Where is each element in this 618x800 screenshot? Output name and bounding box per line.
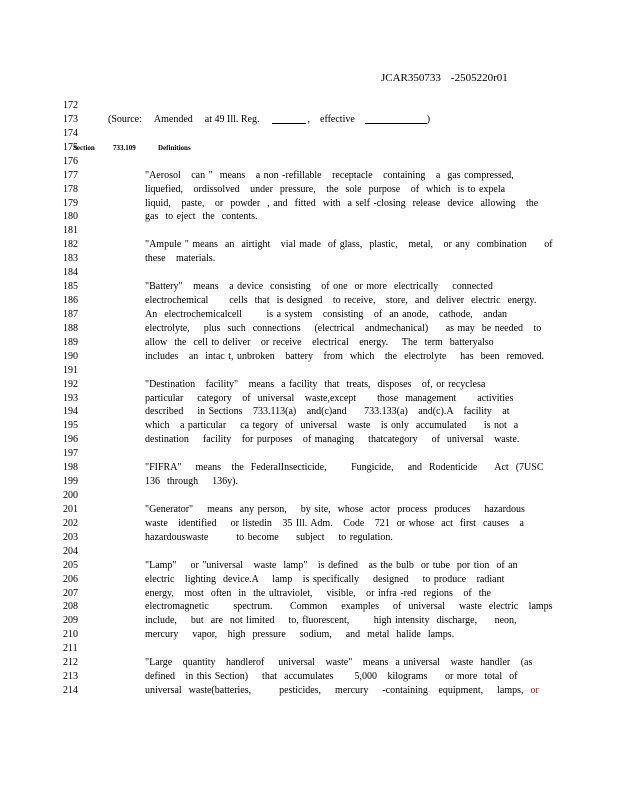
source-comma: ,	[307, 113, 310, 125]
line-number: 208	[63, 601, 78, 613]
line-number: 175	[63, 141, 78, 153]
line-text: defined in this Section) that accumulates 5,000 kilograms or more total of	[145, 671, 518, 683]
source-close: )	[426, 113, 431, 125]
line-text: include, but are not limited to, fluorescent, high intensity discharge, neon,	[145, 615, 517, 627]
line-number: 194	[63, 406, 78, 418]
line-text: electrochemical cells that is designed to receive, store, and deliver electric energy.	[145, 295, 537, 307]
line-number: 181	[63, 225, 78, 237]
line-number: 182	[63, 239, 78, 251]
line-number: 185	[63, 281, 78, 293]
line-text: "Large quantity handlerof universal waste" means a universal waste handler (as	[145, 657, 533, 669]
document-line	[0, 684, 618, 698]
document-line	[0, 364, 618, 378]
line-number: 192	[63, 378, 78, 390]
line-text: mercury vapor, high pressure sodium, and metal halide lamps.	[145, 629, 455, 641]
document-line	[0, 656, 618, 670]
document-line	[0, 238, 618, 252]
document-line	[0, 461, 618, 475]
line-text: "Ampule " means an airtight vial made of glass, plastic, metal, or any combination of	[145, 239, 553, 251]
document-line	[0, 545, 618, 559]
line-text: includes an intac t, unbroken battery from which the electrolyte has been removed.	[145, 350, 544, 362]
document-line	[0, 224, 618, 238]
line-text: hazardouswaste to become subject to regulation.	[145, 531, 393, 543]
document-line	[0, 433, 618, 447]
line-number: 204	[63, 545, 78, 557]
document-line	[0, 587, 618, 601]
line-number: 197	[63, 448, 78, 460]
line-number: 206	[63, 573, 78, 585]
line-number: 196	[63, 434, 78, 446]
line-number: 173	[63, 113, 78, 125]
line-number: 193	[63, 392, 78, 404]
line-number: 205	[63, 559, 78, 571]
document-line	[0, 280, 618, 294]
document-line	[0, 614, 618, 628]
line-number: 184	[63, 267, 78, 279]
document-revision-code: -2505220r01	[450, 72, 508, 84]
line-number: 179	[63, 197, 78, 209]
line-number: 200	[63, 490, 78, 502]
document-line	[0, 350, 618, 364]
source-label: (Source:	[108, 113, 142, 125]
line-text: "FIFRA" means the FederalInsecticide, Fungicide, and Rodenticide Act (7USC	[145, 462, 544, 474]
line-number: 178	[63, 183, 78, 195]
source-note	[108, 113, 430, 127]
line-number: 186	[63, 295, 78, 307]
document-line	[0, 517, 618, 531]
line-number: 187	[63, 308, 78, 320]
line-text: allow the cell to deliver or receive electrical energy. The term batteryalso	[145, 336, 494, 348]
line-number: 183	[63, 253, 78, 265]
line-text: "Generator" means any person, by site, whose actor process produces hazardous	[145, 503, 525, 515]
document-line	[0, 197, 618, 211]
document-line	[0, 503, 618, 517]
document-line	[0, 531, 618, 545]
document-line	[0, 642, 618, 656]
document-line	[0, 294, 618, 308]
document-line	[0, 489, 618, 503]
line-number: 213	[63, 671, 78, 683]
line-number: 174	[63, 127, 78, 139]
line-number: 190	[63, 350, 78, 362]
line-number: 176	[63, 155, 78, 167]
document-line	[0, 183, 618, 197]
line-text: waste identified or listedin 35 Ill. Adm. Code 721 or whose act first causes a	[145, 517, 524, 529]
line-number: 203	[63, 531, 78, 543]
document-line	[0, 210, 618, 224]
line-number: 214	[63, 685, 78, 697]
document-line	[0, 628, 618, 642]
line-number: 189	[63, 336, 78, 348]
document-line	[0, 378, 618, 392]
line-number: 207	[63, 587, 78, 599]
register-number-blank	[272, 113, 306, 124]
line-text: particular category of universal waste,except those management activities	[145, 392, 514, 404]
document-line	[0, 308, 618, 322]
document-line	[0, 113, 618, 127]
document-line	[0, 336, 618, 350]
document-line	[0, 405, 618, 419]
line-number: 172	[63, 100, 78, 111]
document-header	[381, 72, 508, 84]
document-line	[0, 169, 618, 183]
document-line	[0, 252, 618, 266]
document-line	[0, 447, 618, 461]
line-text: which a particular ca tegory of universal waste is only accumulated is not a	[145, 420, 519, 432]
line-text: electric lighting device.A lamp is specifically designed to produce radiant	[145, 573, 505, 585]
line-text: destination facility for purposes of managing thatcategory of universal waste.	[145, 434, 520, 446]
document-line	[0, 419, 618, 433]
line-number: 211	[63, 643, 78, 655]
document-line	[0, 127, 618, 141]
document-line	[0, 475, 618, 489]
source-effective: effective	[320, 113, 355, 125]
line-text: "Destination facility" means a facility that treats, disposes of, or recyclesa	[145, 378, 486, 390]
line-text: electrolyte, plus such connections (electrical andmechanical) as may be needed to	[145, 322, 542, 334]
document-line	[0, 266, 618, 280]
document-line	[0, 141, 618, 155]
line-text: An electrochemicalcell is a system consisting of an anode, cathode, andan	[145, 308, 508, 320]
document-line	[0, 322, 618, 336]
section-title: Definitions	[158, 143, 191, 152]
line-number: 201	[63, 503, 78, 515]
section-label: Section	[73, 143, 95, 152]
document-line	[0, 670, 618, 684]
line-number: 191	[63, 364, 78, 376]
document-line	[0, 559, 618, 573]
section-number: 733.109	[113, 143, 136, 152]
line-number: 202	[63, 517, 78, 529]
source-register: at 49 Ill. Reg.	[204, 113, 260, 125]
line-text: "Battery" means a device consisting of one or more electrically connected	[145, 281, 493, 293]
effective-date-blank	[365, 113, 427, 124]
line-number: 195	[63, 420, 78, 432]
line-number: 212	[63, 657, 78, 669]
line-number: 180	[63, 211, 78, 223]
line-text: these materials.	[145, 253, 216, 265]
line-number: 209	[63, 615, 78, 627]
line-number: 199	[63, 476, 78, 488]
line-text: "Aerosol can " means a non -refillable receptacle containing a gas compressed,	[145, 169, 514, 181]
line-number: 188	[63, 322, 78, 334]
line-text: "Lamp" or "universal waste lamp" is defined as the bulb or tube por tion of an	[145, 559, 518, 571]
source-amended: Amended	[153, 113, 193, 125]
red-text: or	[530, 685, 539, 697]
document-line	[0, 155, 618, 169]
line-text: described in Sections 733.113(a) and(c)and 733.133(a) and(c).A facility at	[145, 406, 510, 418]
line-number: 177	[63, 169, 78, 181]
line-text: gas to eject the contents.	[145, 211, 258, 223]
line-text: 136 through 136y).	[145, 476, 238, 488]
document-line	[0, 573, 618, 587]
document-line	[0, 600, 618, 614]
line-text: electromagnetic spectrum. Common examples of universal waste electric lamps	[145, 601, 553, 613]
document-line	[0, 392, 618, 406]
line-text: universal waste(batteries, pesticides, mercury -containing equipment, lamps, or	[145, 685, 539, 697]
line-text: liquid, paste, or powder , and fitted with a self -closing release device allowing the	[145, 197, 539, 209]
document-code: JCAR350733	[381, 72, 441, 84]
document-line	[0, 99, 618, 113]
line-number: 198	[63, 462, 78, 474]
line-text: liquefied, ordissolved under pressure, the sole purpose of which is to expela	[145, 183, 506, 195]
line-number: 210	[63, 629, 78, 641]
line-text: energy, most often in the ultraviolet, visible, or infra -red regions of the	[145, 587, 491, 599]
